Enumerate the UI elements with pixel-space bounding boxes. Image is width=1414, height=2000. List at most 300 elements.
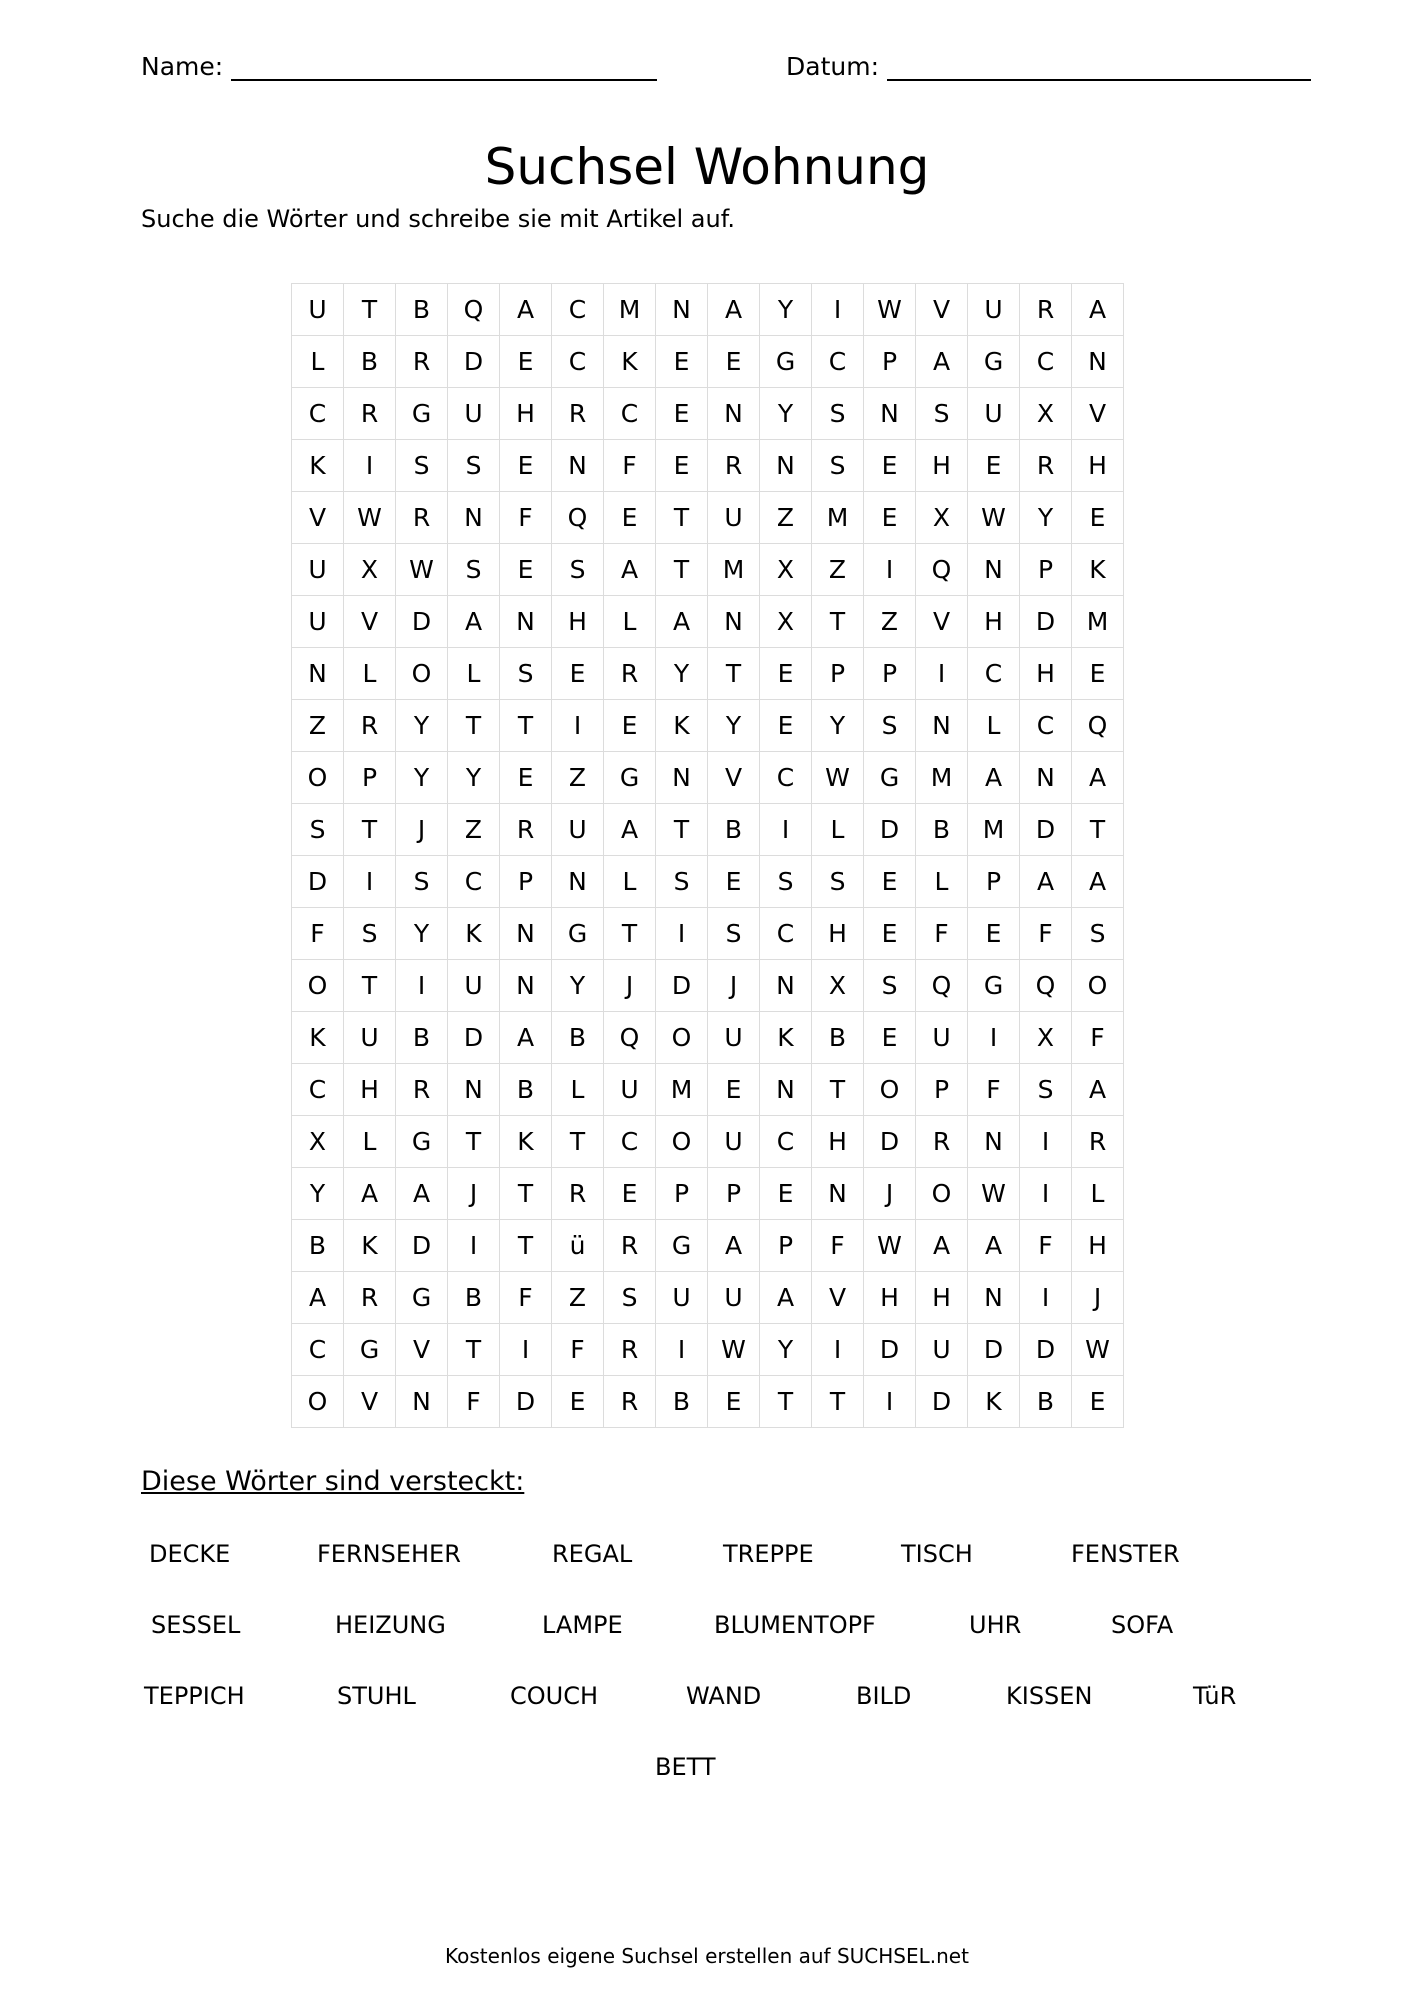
grid-cell[interactable]: L [552,1064,604,1116]
grid-cell[interactable]: U [448,388,500,440]
grid-cell[interactable]: T [552,1116,604,1168]
grid-cell[interactable]: U [708,1012,760,1064]
grid-cell[interactable]: I [656,908,708,960]
grid-cell[interactable]: N [552,856,604,908]
grid-cell[interactable]: W [968,1168,1020,1220]
grid-cell[interactable]: G [552,908,604,960]
grid-cell[interactable]: K [968,1376,1020,1428]
grid-cell[interactable]: E [1072,648,1124,700]
grid-cell[interactable]: K [604,336,656,388]
grid-cell[interactable]: F [292,908,344,960]
grid-cell[interactable]: P [708,1168,760,1220]
grid-cell[interactable]: N [656,284,708,336]
grid-cell[interactable]: T [500,1168,552,1220]
grid-cell[interactable]: Y [760,1324,812,1376]
grid-cell[interactable]: V [1072,388,1124,440]
grid-cell[interactable]: I [344,440,396,492]
grid-cell[interactable]: F [552,1324,604,1376]
grid-cell[interactable]: E [604,700,656,752]
grid-cell[interactable]: B [656,1376,708,1428]
grid-cell[interactable]: R [604,648,656,700]
grid-cell[interactable]: L [604,856,656,908]
grid-cell[interactable]: U [708,1116,760,1168]
grid-cell[interactable]: P [1020,544,1072,596]
grid-cell[interactable]: S [864,960,916,1012]
grid-cell[interactable]: E [656,336,708,388]
grid-cell[interactable]: A [448,596,500,648]
grid-cell[interactable]: A [396,1168,448,1220]
grid-cell[interactable]: E [656,440,708,492]
grid-cell[interactable]: T [656,544,708,596]
grid-cell[interactable]: E [864,856,916,908]
grid-cell[interactable]: E [656,388,708,440]
grid-cell[interactable]: E [552,648,604,700]
grid-cell[interactable]: S [812,388,864,440]
grid-cell[interactable]: G [396,1116,448,1168]
grid-cell[interactable]: U [916,1012,968,1064]
grid-cell[interactable]: N [708,388,760,440]
grid-cell[interactable]: Z [760,492,812,544]
grid-cell[interactable]: Z [552,1272,604,1324]
grid-cell[interactable]: C [552,284,604,336]
grid-cell[interactable]: W [864,1220,916,1272]
grid-cell[interactable]: H [968,596,1020,648]
grid-cell[interactable]: P [500,856,552,908]
grid-cell[interactable]: L [812,804,864,856]
grid-cell[interactable]: A [1072,1064,1124,1116]
grid-cell[interactable]: N [760,1064,812,1116]
grid-cell[interactable]: G [396,388,448,440]
grid-cell[interactable]: I [1020,1272,1072,1324]
grid-cell[interactable]: B [448,1272,500,1324]
grid-cell[interactable]: R [1020,284,1072,336]
grid-cell[interactable]: X [292,1116,344,1168]
grid-cell[interactable]: G [344,1324,396,1376]
grid-cell[interactable]: O [292,1376,344,1428]
grid-cell[interactable]: B [292,1220,344,1272]
grid-cell[interactable]: A [1072,752,1124,804]
grid-cell[interactable]: S [500,648,552,700]
grid-cell[interactable]: Q [916,544,968,596]
grid-cell[interactable]: K [292,440,344,492]
grid-cell[interactable]: M [812,492,864,544]
grid-cell[interactable]: U [656,1272,708,1324]
grid-cell[interactable]: C [760,908,812,960]
grid-cell[interactable]: K [448,908,500,960]
grid-cell[interactable]: T [448,1324,500,1376]
grid-cell[interactable]: A [604,804,656,856]
grid-cell[interactable]: H [812,1116,864,1168]
grid-cell[interactable]: A [656,596,708,648]
grid-cell[interactable]: E [708,1376,760,1428]
grid-cell[interactable]: U [708,492,760,544]
grid-cell[interactable]: A [500,284,552,336]
grid-cell[interactable]: B [552,1012,604,1064]
grid-cell[interactable]: R [1072,1116,1124,1168]
grid-cell[interactable]: I [812,1324,864,1376]
grid-cell[interactable]: Z [864,596,916,648]
grid-cell[interactable]: C [292,1324,344,1376]
grid-cell[interactable]: X [1020,388,1072,440]
grid-cell[interactable]: Y [292,1168,344,1220]
grid-cell[interactable]: E [760,700,812,752]
grid-cell[interactable]: P [812,648,864,700]
grid-cell[interactable]: R [916,1116,968,1168]
grid-cell[interactable]: H [552,596,604,648]
grid-cell[interactable]: C [292,1064,344,1116]
name-input-line[interactable] [231,57,657,81]
grid-cell[interactable]: O [656,1012,708,1064]
grid-cell[interactable]: G [864,752,916,804]
grid-cell[interactable]: M [916,752,968,804]
grid-cell[interactable]: T [812,596,864,648]
grid-cell[interactable]: X [760,544,812,596]
grid-cell[interactable]: M [708,544,760,596]
grid-cell[interactable]: C [1020,700,1072,752]
grid-cell[interactable]: E [864,908,916,960]
grid-cell[interactable]: N [448,1064,500,1116]
grid-cell[interactable]: S [448,544,500,596]
grid-cell[interactable]: X [812,960,864,1012]
grid-cell[interactable]: D [1020,1324,1072,1376]
grid-cell[interactable]: F [604,440,656,492]
grid-cell[interactable]: F [500,492,552,544]
grid-cell[interactable]: F [812,1220,864,1272]
grid-cell[interactable]: C [552,336,604,388]
grid-cell[interactable]: H [916,440,968,492]
grid-cell[interactable]: U [604,1064,656,1116]
grid-cell[interactable]: D [292,856,344,908]
grid-cell[interactable]: Q [448,284,500,336]
date-field[interactable] [786,52,1311,81]
grid-cell[interactable]: S [864,700,916,752]
grid-cell[interactable]: N [500,596,552,648]
grid-cell[interactable]: R [396,336,448,388]
grid-cell[interactable]: S [604,1272,656,1324]
grid-cell[interactable]: W [812,752,864,804]
grid-cell[interactable]: V [344,596,396,648]
grid-cell[interactable]: L [604,596,656,648]
grid-cell[interactable]: K [1072,544,1124,596]
grid-cell[interactable]: J [396,804,448,856]
grid-cell[interactable]: Q [916,960,968,1012]
grid-cell[interactable]: D [864,1324,916,1376]
grid-cell[interactable]: C [760,1116,812,1168]
grid-cell[interactable]: W [1072,1324,1124,1376]
grid-cell[interactable]: A [916,336,968,388]
grid-cell[interactable]: E [760,1168,812,1220]
grid-cell[interactable]: M [1072,596,1124,648]
grid-cell[interactable]: E [968,440,1020,492]
grid-cell[interactable]: H [916,1272,968,1324]
grid-cell[interactable]: Z [292,700,344,752]
grid-cell[interactable]: A [708,1220,760,1272]
grid-cell[interactable]: F [968,1064,1020,1116]
grid-cell[interactable]: T [812,1376,864,1428]
grid-cell[interactable]: U [292,284,344,336]
grid-cell[interactable]: I [396,960,448,1012]
grid-cell[interactable]: C [760,752,812,804]
grid-cell[interactable]: A [760,1272,812,1324]
grid-cell[interactable]: T [344,960,396,1012]
grid-cell[interactable]: O [916,1168,968,1220]
grid-cell[interactable]: Y [760,284,812,336]
grid-cell[interactable]: Y [448,752,500,804]
grid-cell[interactable]: D [448,1012,500,1064]
grid-cell[interactable]: U [916,1324,968,1376]
grid-cell[interactable]: E [864,440,916,492]
grid-cell[interactable]: W [344,492,396,544]
grid-cell[interactable]: E [864,492,916,544]
date-input-line[interactable] [887,57,1311,81]
grid-cell[interactable]: B [396,1012,448,1064]
grid-cell[interactable]: N [968,1272,1020,1324]
grid-cell[interactable]: E [968,908,1020,960]
grid-cell[interactable]: B [708,804,760,856]
grid-cell[interactable]: E [500,544,552,596]
grid-cell[interactable]: Z [812,544,864,596]
grid-cell[interactable]: J [1072,1272,1124,1324]
grid-cell[interactable]: H [812,908,864,960]
grid-cell[interactable]: E [604,1168,656,1220]
grid-cell[interactable]: G [968,960,1020,1012]
grid-cell[interactable]: W [864,284,916,336]
grid-cell[interactable]: S [396,856,448,908]
grid-cell[interactable]: H [1072,440,1124,492]
grid-cell[interactable]: E [500,336,552,388]
grid-cell[interactable]: U [968,284,1020,336]
grid-cell[interactable]: O [292,960,344,1012]
grid-cell[interactable]: A [604,544,656,596]
grid-cell[interactable]: W [396,544,448,596]
grid-cell[interactable]: E [708,1064,760,1116]
grid-cell[interactable]: K [344,1220,396,1272]
grid-cell[interactable]: L [916,856,968,908]
grid-cell[interactable]: J [864,1168,916,1220]
grid-cell[interactable]: U [448,960,500,1012]
grid-cell[interactable]: ü [552,1220,604,1272]
grid-cell[interactable]: O [1072,960,1124,1012]
grid-cell[interactable]: T [1072,804,1124,856]
grid-cell[interactable]: R [396,1064,448,1116]
grid-cell[interactable]: V [916,284,968,336]
grid-cell[interactable]: B [1020,1376,1072,1428]
grid-cell[interactable]: E [500,752,552,804]
grid-cell[interactable]: T [500,700,552,752]
grid-cell[interactable]: V [344,1376,396,1428]
grid-cell[interactable]: S [916,388,968,440]
grid-cell[interactable]: U [708,1272,760,1324]
grid-cell[interactable]: A [500,1012,552,1064]
grid-cell[interactable]: D [656,960,708,1012]
grid-cell[interactable]: U [344,1012,396,1064]
grid-cell[interactable]: W [708,1324,760,1376]
grid-cell[interactable]: E [708,336,760,388]
grid-cell[interactable]: C [1020,336,1072,388]
grid-cell[interactable]: E [1072,492,1124,544]
grid-cell[interactable]: G [656,1220,708,1272]
grid-cell[interactable]: N [708,596,760,648]
grid-cell[interactable]: I [1020,1168,1072,1220]
grid-cell[interactable]: N [760,960,812,1012]
grid-cell[interactable]: U [968,388,1020,440]
grid-cell[interactable]: C [604,1116,656,1168]
grid-cell[interactable]: F [500,1272,552,1324]
grid-cell[interactable]: A [708,284,760,336]
name-field[interactable] [141,52,657,81]
grid-cell[interactable]: A [916,1220,968,1272]
grid-cell[interactable]: A [968,1220,1020,1272]
grid-cell[interactable]: D [968,1324,1020,1376]
grid-cell[interactable]: I [344,856,396,908]
grid-cell[interactable]: D [864,1116,916,1168]
grid-cell[interactable]: J [708,960,760,1012]
grid-cell[interactable]: E [1072,1376,1124,1428]
grid-cell[interactable]: V [708,752,760,804]
grid-cell[interactable]: Y [812,700,864,752]
grid-cell[interactable]: R [552,388,604,440]
grid-cell[interactable]: K [292,1012,344,1064]
grid-cell[interactable]: S [448,440,500,492]
grid-cell[interactable]: X [1020,1012,1072,1064]
grid-cell[interactable]: O [656,1116,708,1168]
grid-cell[interactable]: R [552,1168,604,1220]
grid-cell[interactable]: O [292,752,344,804]
grid-cell[interactable]: Y [708,700,760,752]
grid-cell[interactable]: C [812,336,864,388]
grid-cell[interactable]: V [916,596,968,648]
grid-cell[interactable]: T [604,908,656,960]
grid-cell[interactable]: N [760,440,812,492]
grid-cell[interactable]: G [396,1272,448,1324]
grid-cell[interactable]: R [604,1376,656,1428]
grid-cell[interactable]: X [916,492,968,544]
grid-cell[interactable]: R [344,388,396,440]
grid-cell[interactable]: N [552,440,604,492]
grid-cell[interactable]: I [864,544,916,596]
grid-cell[interactable]: F [916,908,968,960]
grid-cell[interactable]: H [864,1272,916,1324]
grid-cell[interactable]: N [864,388,916,440]
grid-cell[interactable]: F [1020,908,1072,960]
grid-cell[interactable]: D [1020,596,1072,648]
grid-cell[interactable]: V [812,1272,864,1324]
grid-cell[interactable]: L [448,648,500,700]
grid-cell[interactable]: F [1072,1012,1124,1064]
grid-cell[interactable]: P [760,1220,812,1272]
grid-cell[interactable]: T [500,1220,552,1272]
grid-cell[interactable]: T [344,284,396,336]
grid-cell[interactable]: K [760,1012,812,1064]
grid-cell[interactable]: J [604,960,656,1012]
grid-cell[interactable]: G [604,752,656,804]
grid-cell[interactable]: P [968,856,1020,908]
grid-cell[interactable]: S [552,544,604,596]
grid-cell[interactable]: U [552,804,604,856]
grid-cell[interactable]: D [500,1376,552,1428]
grid-cell[interactable]: N [500,960,552,1012]
grid-cell[interactable]: A [344,1168,396,1220]
grid-cell[interactable]: H [344,1064,396,1116]
grid-cell[interactable]: I [812,284,864,336]
grid-cell[interactable]: T [448,700,500,752]
grid-cell[interactable]: T [344,804,396,856]
grid-cell[interactable]: N [1072,336,1124,388]
grid-cell[interactable]: T [760,1376,812,1428]
grid-cell[interactable]: S [812,856,864,908]
grid-cell[interactable]: Y [396,908,448,960]
grid-cell[interactable]: P [916,1064,968,1116]
grid-cell[interactable]: H [1020,648,1072,700]
grid-cell[interactable]: S [344,908,396,960]
grid-cell[interactable]: Q [1072,700,1124,752]
grid-cell[interactable]: Z [448,804,500,856]
grid-cell[interactable]: H [1072,1220,1124,1272]
grid-cell[interactable]: E [864,1012,916,1064]
grid-cell[interactable]: D [1020,804,1072,856]
grid-cell[interactable]: I [968,1012,1020,1064]
grid-cell[interactable]: O [864,1064,916,1116]
grid-cell[interactable]: G [968,336,1020,388]
grid-cell[interactable]: R [604,1324,656,1376]
grid-cell[interactable]: N [916,700,968,752]
grid-cell[interactable]: Y [396,752,448,804]
grid-cell[interactable]: D [448,336,500,388]
grid-cell[interactable]: W [968,492,1020,544]
grid-cell[interactable]: B [916,804,968,856]
grid-cell[interactable]: Q [1020,960,1072,1012]
grid-cell[interactable]: C [292,388,344,440]
grid-cell[interactable]: V [292,492,344,544]
grid-cell[interactable]: Q [552,492,604,544]
grid-cell[interactable]: R [344,1272,396,1324]
grid-cell[interactable]: N [292,648,344,700]
grid-cell[interactable]: N [396,1376,448,1428]
grid-cell[interactable]: E [552,1376,604,1428]
grid-cell[interactable]: K [500,1116,552,1168]
grid-cell[interactable]: I [1020,1116,1072,1168]
grid-cell[interactable]: P [864,648,916,700]
grid-cell[interactable]: M [656,1064,708,1116]
grid-cell[interactable]: V [396,1324,448,1376]
grid-cell[interactable]: R [396,492,448,544]
grid-cell[interactable]: S [1020,1064,1072,1116]
grid-cell[interactable]: S [708,908,760,960]
grid-cell[interactable]: T [812,1064,864,1116]
grid-cell[interactable]: N [1020,752,1072,804]
grid-cell[interactable]: E [760,648,812,700]
grid-cell[interactable]: R [1020,440,1072,492]
grid-cell[interactable]: E [708,856,760,908]
grid-cell[interactable]: I [500,1324,552,1376]
grid-cell[interactable]: B [344,336,396,388]
grid-cell[interactable]: K [656,700,708,752]
grid-cell[interactable]: P [344,752,396,804]
grid-cell[interactable]: N [968,1116,1020,1168]
grid-cell[interactable]: A [1072,284,1124,336]
grid-cell[interactable]: I [552,700,604,752]
grid-cell[interactable]: R [708,440,760,492]
grid-cell[interactable]: I [916,648,968,700]
grid-cell[interactable]: T [656,804,708,856]
grid-cell[interactable]: I [656,1324,708,1376]
grid-cell[interactable]: B [812,1012,864,1064]
grid-cell[interactable]: U [292,544,344,596]
grid-cell[interactable]: M [604,284,656,336]
grid-cell[interactable]: E [500,440,552,492]
grid-cell[interactable]: Y [656,648,708,700]
grid-cell[interactable]: X [760,596,812,648]
